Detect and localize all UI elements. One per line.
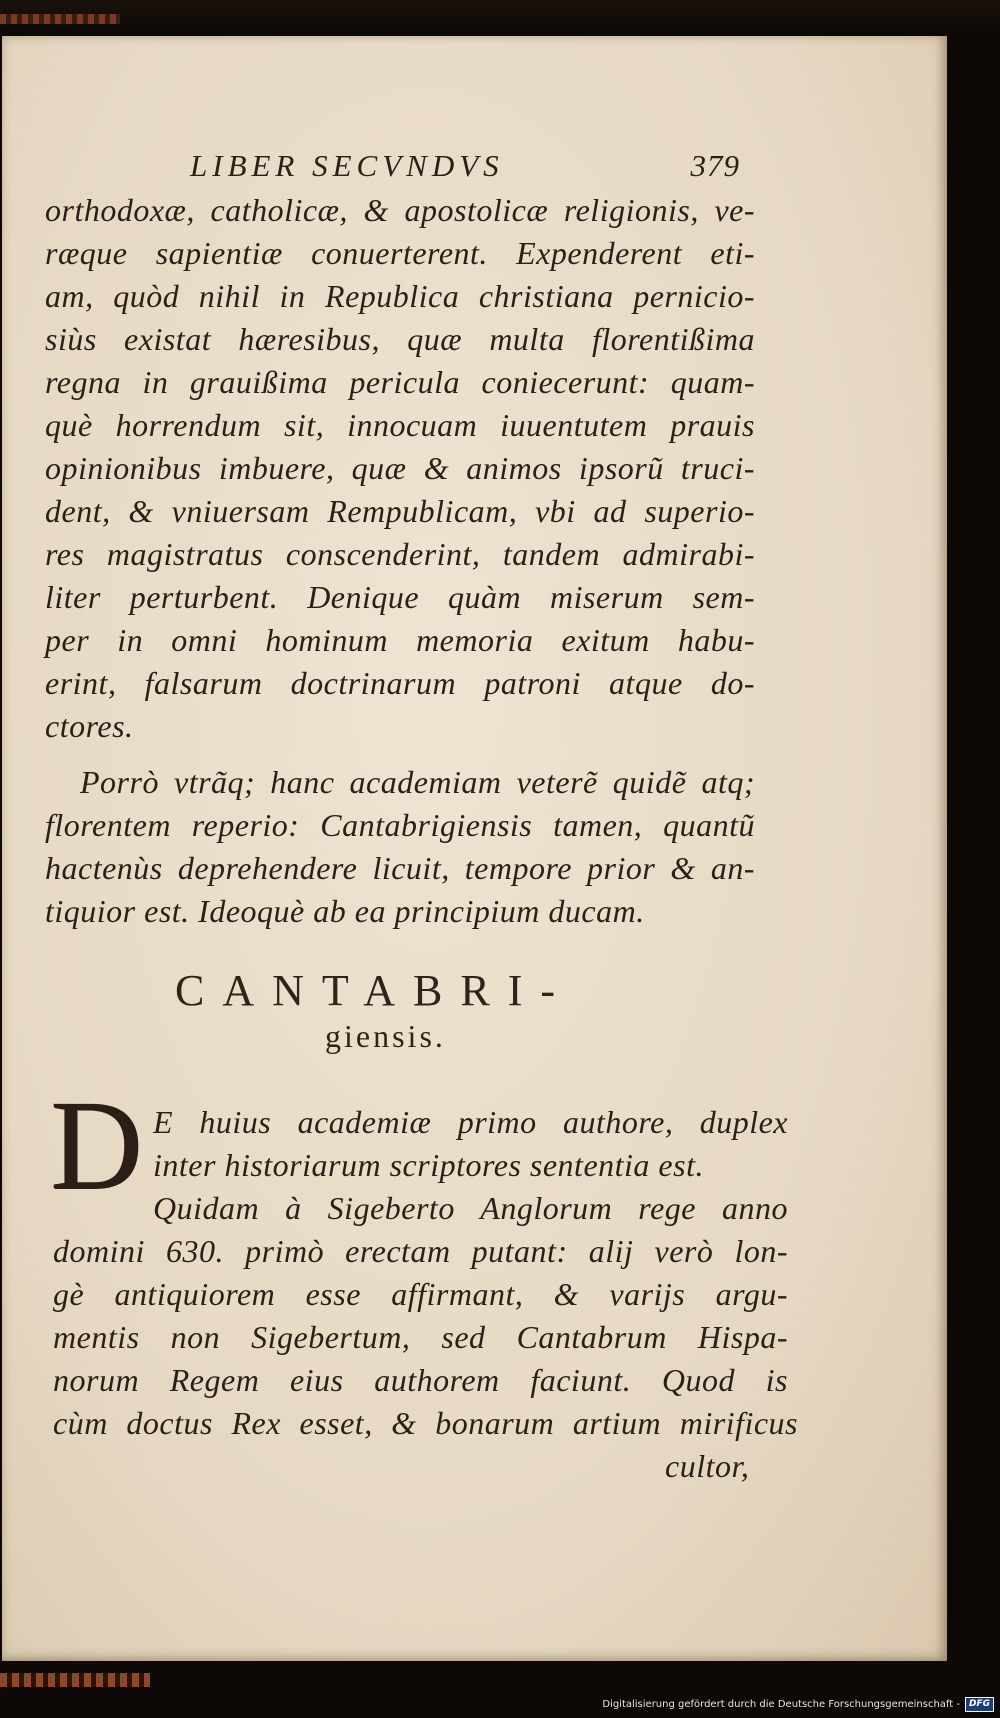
text-line: dent, & vniuersam Rempublicam, vbi ad superio- bbox=[45, 493, 755, 529]
text-line: Quidam à Sigeberto Anglorum rege anno bbox=[153, 1190, 788, 1226]
text-line: ræque sapientiæ conuerterent. Expenderent eti- bbox=[45, 235, 755, 271]
top-binding-edge bbox=[0, 0, 1000, 36]
page-number: 379 bbox=[690, 148, 740, 183]
text-line: hactenùs deprehendere licuit, tempore prior & an- bbox=[45, 850, 755, 886]
credit-text: Digitalisierung gefördert durch die Deutsche Forschungsgemeinschaft - bbox=[602, 1698, 960, 1710]
text-line: orthodoxæ, catholicæ, & apostolicæ religionis, ve- bbox=[45, 192, 755, 228]
text-line: què horrendum sit, innocuam iuuentutem prauis bbox=[45, 407, 755, 443]
catchword: cultor, bbox=[665, 1448, 750, 1484]
text-line: norum Regem eius authorem faciunt. Quod is bbox=[53, 1362, 788, 1398]
text-line: regna in grauißima pericula coniecerunt: quam- bbox=[45, 364, 755, 400]
text-line: Porrò vtrãq; hanc academiam veterẽ quidẽ atq; bbox=[80, 764, 755, 800]
text-line: mentis non Sigebertum, sed Cantabrum Hispa- bbox=[53, 1319, 788, 1355]
text-line: tiquior est. Ideoquè ab ea principium ducam. bbox=[45, 893, 645, 929]
text-line: florentem reperio: Cantabrigiensis tamen, quantũ bbox=[45, 807, 755, 843]
worn-edge-decoration bbox=[0, 14, 120, 24]
running-head-title: LIBER SECVNDVS bbox=[190, 148, 504, 183]
section-paragraph bbox=[45, 1102, 798, 1502]
text-line: erint, falsarum doctrinarum patroni atque do- bbox=[45, 665, 755, 701]
body-paragraph-1 bbox=[45, 190, 755, 750]
text-line: cùm doctus Rex esset, & bonarum artium mirificus bbox=[53, 1405, 798, 1441]
text-line: ctores. bbox=[45, 708, 134, 744]
text-line: opinionibus imbuere, quæ & animos ipsorũ truci- bbox=[45, 450, 755, 486]
section-heading-continued: giensis. bbox=[325, 1018, 446, 1054]
text-line: E huius academiæ primo authore, duplex bbox=[153, 1104, 788, 1140]
text-line: liter perturbent. Denique quàm miserum sem- bbox=[45, 579, 755, 615]
text-line: inter historiarum scriptores sententia est. bbox=[153, 1147, 704, 1183]
text-line: gè antiquiorem esse affirmant, & varijs argu- bbox=[53, 1276, 788, 1312]
body-paragraph-2 bbox=[45, 762, 755, 942]
text-line: am, quòd nihil in Republica christiana pernicio- bbox=[45, 278, 755, 314]
text-line: domini 630. primò erectam putant: alij verò lon- bbox=[53, 1233, 788, 1269]
text-line: siùs existat hæresibus, quæ multa florentißima bbox=[45, 321, 755, 357]
dfg-logo: DFG bbox=[965, 1697, 994, 1712]
section-heading: CANTABRI- bbox=[175, 966, 574, 1015]
worn-edge-decoration bbox=[0, 1673, 150, 1687]
digitization-credit bbox=[602, 1694, 994, 1714]
text-line: per in omni hominum memoria exitum habu- bbox=[45, 622, 755, 658]
text-line: res magistratus conscenderint, tandem admirabi- bbox=[45, 536, 755, 572]
drop-cap-initial: D bbox=[50, 1074, 143, 1216]
running-head bbox=[190, 148, 740, 188]
